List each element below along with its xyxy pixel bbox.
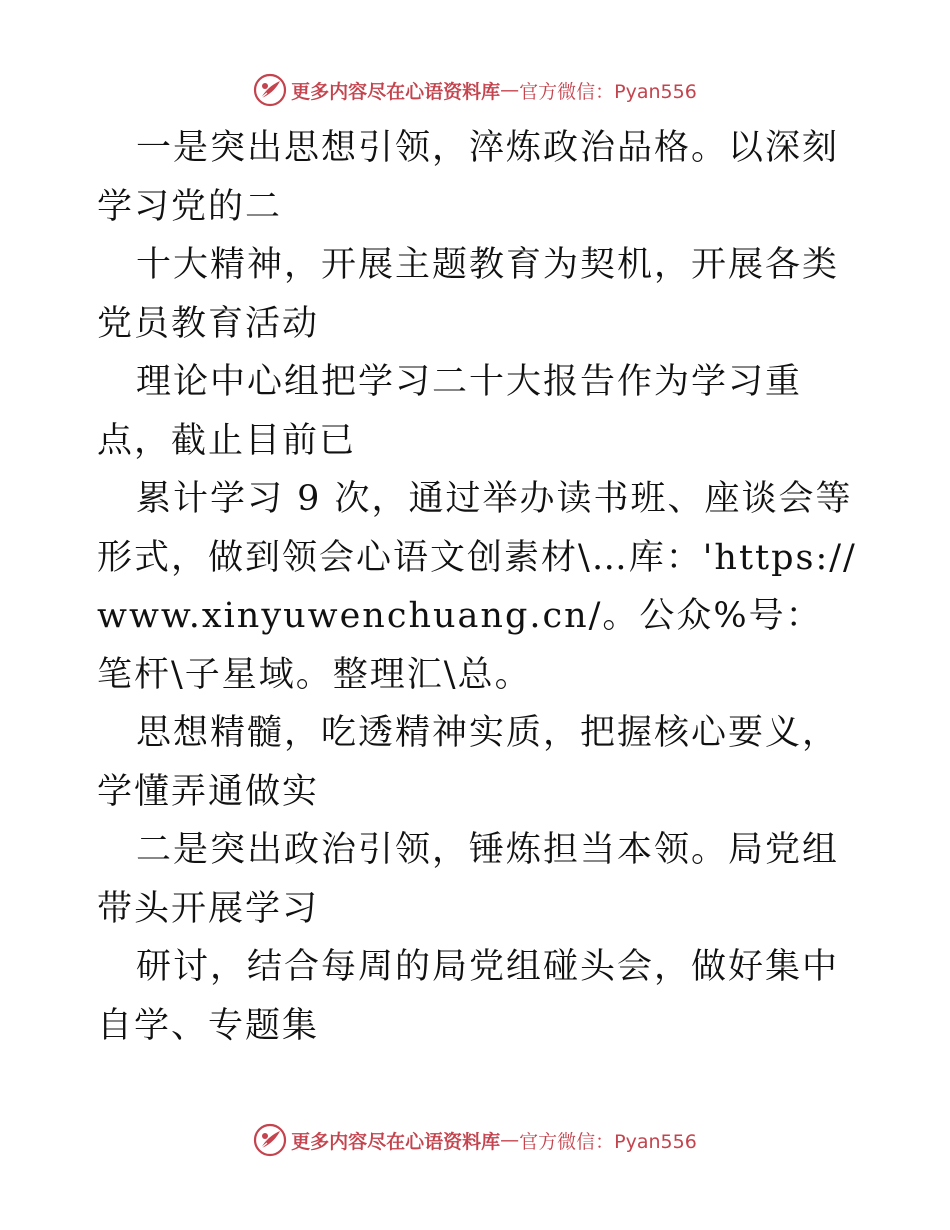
wechat-contact-text: 官方微信：Pyan556 [519,1130,697,1153]
banner-separator: — [500,79,520,101]
paragraph: 十大精神，开展主题教育为契机，开展各类党员教育活动 [97,245,840,344]
paragraph: 思想精髓，吃透精神实质，把握核心要义，学懂弄通做实 [97,713,840,812]
document-body [97,119,857,1055]
site-name-text: 更多内容尽在心语资料库 [291,1130,501,1153]
site-name-text: 更多内容尽在心语资料库 [291,80,501,103]
wechat-contact-text: 官方微信：Pyan556 [519,80,697,103]
header-banner [0,70,950,110]
paragraph: 一是突出思想引领，淬炼政治品格。以深刻学习党的二 [97,128,840,227]
footer-banner [0,1120,950,1160]
paragraph: 研讨，结合每周的局党组碰头会，做好集中自学、专题集 [97,947,840,1046]
paragraph: 二是突出政治引领，锤炼担当本领。局党组带头开展学习 [97,830,840,929]
paragraph: 累计学习 9 次，通过举办读书班、座谈会等形式，做到领会心语文创素材\…库：'https://www.xinyuwenchuang.cn/。公众%号：笔杆\子星域。整理汇\总。 [97,479,857,695]
banner-separator: — [500,1129,520,1151]
quill-logo-icon [253,1123,287,1157]
paragraph: 理论中心组把学习二十大报告作为学习重点，截止目前已 [97,362,803,461]
quill-logo-icon [253,73,287,107]
